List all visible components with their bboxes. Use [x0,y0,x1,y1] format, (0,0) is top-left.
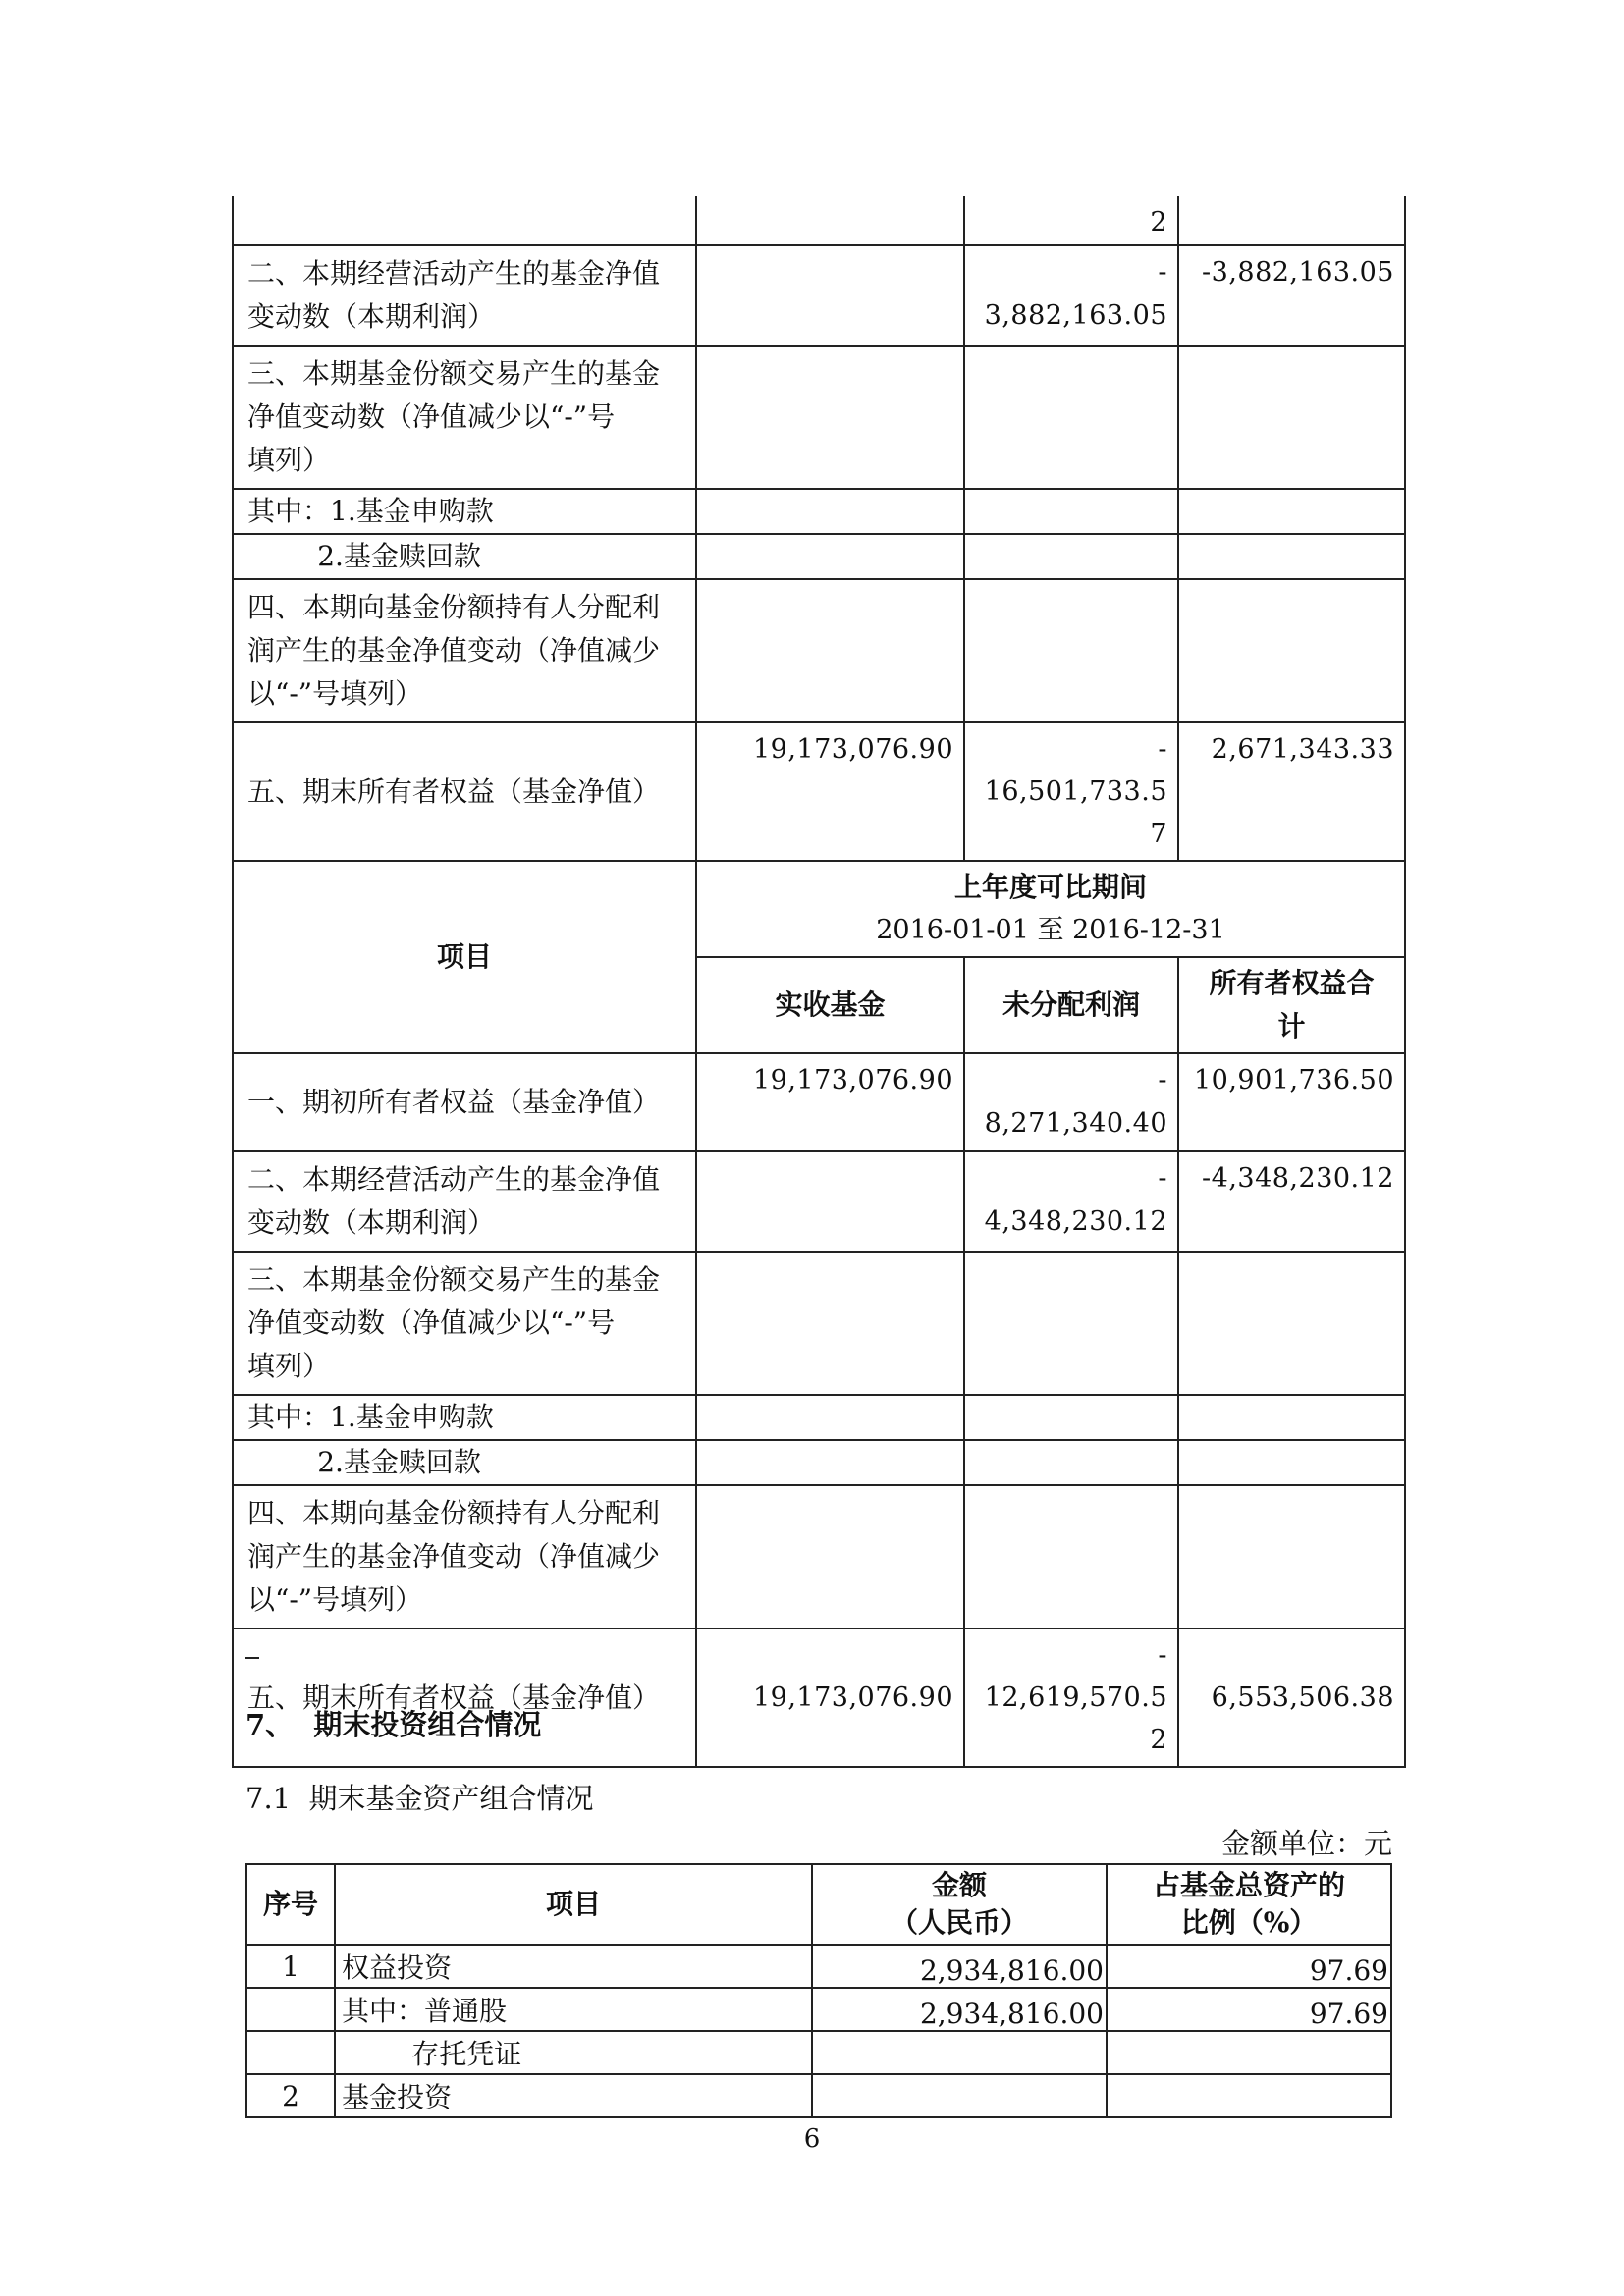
row-label: 五、期末所有者权益（基金净值） [233,722,696,861]
separator-dash [245,1657,259,1659]
table-row [246,2031,1391,2074]
period-title: 上年度可比期间 [953,871,1147,903]
table-cell [1178,196,1405,245]
section-heading: 7、 期末投资组合情况 [245,1708,542,1741]
row-label: 二、本期经营活动产生的基金净值 变动数（本期利润） [233,245,696,346]
table-row [233,534,1405,579]
row-item: 权益投资 [335,1945,812,1988]
table-cell [1178,1440,1405,1485]
row-label: 其中：1.基金申购款 [233,489,696,534]
row-ratio: 97.69 [1107,1945,1391,1988]
table-cell [696,1395,964,1440]
table-row [233,1440,1405,1485]
row-label: 三、本期基金份额交易产生的基金 净值变动数（净值减少以“-”号 填列） [233,1252,696,1395]
table-header-row [233,861,1405,957]
table-cell [964,579,1178,722]
table-row [246,2074,1391,2117]
row-label: 一、期初所有者权益（基金净值） [233,1053,696,1151]
table-header-row [246,1864,1391,1945]
table-cell [696,1151,964,1252]
table-cell [696,534,964,579]
row-label: 三、本期基金份额交易产生的基金 净值变动数（净值减少以“-”号 填列） [233,346,696,489]
row-amount [812,2074,1107,2117]
column-header-item: 项目 [335,1864,812,1945]
period-range: 2016-01-01 至 2016-12-31 [876,915,1225,945]
table-cell: 19,173,076.90 [696,722,964,861]
table-cell: 2 [964,196,1178,245]
table-row [233,489,1405,534]
row-label: 2.基金赎回款 [233,534,696,579]
table-row [246,1988,1391,2031]
page-number: 6 [803,2124,821,2154]
column-header-item: 项目 [233,861,696,1053]
table-cell [964,1485,1178,1629]
table-cell [696,489,964,534]
table-cell [1178,489,1405,534]
row-label: 四、本期向基金份额持有人分配利 润产生的基金净值变动（净值减少 以“-”号填列） [233,1485,696,1629]
asset-portfolio-table [245,1863,1392,2118]
table-cell [1178,1485,1405,1629]
table-row [233,1629,1405,1767]
column-header-amount: 金额 （人民币） [812,1864,1107,1945]
table-row [233,196,1405,245]
table-cell [1178,534,1405,579]
table-cell: - 12,619,570.5 2 [964,1629,1178,1767]
table-cell: - 4,348,230.12 [964,1151,1178,1252]
table-cell: 2,671,343.33 [1178,722,1405,861]
column-header-paid-in: 实收基金 [696,957,964,1053]
row-amount: 2,934,816.00 [812,1945,1107,1988]
row-label: 二、本期经营活动产生的基金净值 变动数（本期利润） [233,1151,696,1252]
table-cell [1178,1252,1405,1395]
table-cell [696,346,964,489]
row-item: 存托凭证 [335,2031,812,2074]
table-cell [1178,346,1405,489]
row-label: 五、期末所有者权益（基金净值） [233,1629,696,1767]
row-number: 2 [246,2074,335,2117]
row-ratio [1107,2074,1391,2117]
table-cell [964,1440,1178,1485]
table-cell: 19,173,076.90 [696,1053,964,1151]
table-row [233,722,1405,861]
column-header-undistributed: 未分配利润 [964,957,1178,1053]
table-row [233,579,1405,722]
table-cell [964,489,1178,534]
table-cell [696,196,964,245]
table-cell: -4,348,230.12 [1178,1151,1405,1252]
row-amount: 2,934,816.00 [812,1988,1107,2031]
row-ratio: 97.69 [1107,1988,1391,2031]
table-cell [696,1485,964,1629]
column-header-no: 序号 [246,1864,335,1945]
table-row [233,346,1405,489]
table-cell [964,346,1178,489]
row-number [246,1988,335,2031]
table-row [233,1395,1405,1440]
row-label: 其中：1.基金申购款 [233,1395,696,1440]
table-cell [1178,1395,1405,1440]
table-cell: - 16,501,733.5 7 [964,722,1178,861]
table-cell: -3,882,163.05 [1178,245,1405,346]
table-row [233,1053,1405,1151]
table-cell [696,579,964,722]
table-cell: - 3,882,163.05 [964,245,1178,346]
table-row [233,245,1405,346]
row-item: 其中：普通股 [335,1988,812,2031]
column-header-ratio: 占基金总资产的 比例（%） [1107,1864,1391,1945]
table-cell [964,1252,1178,1395]
row-item: 基金投资 [335,2074,812,2117]
table-cell: 19,173,076.90 [696,1629,964,1767]
row-label: 四、本期向基金份额持有人分配利 润产生的基金净值变动（净值减少 以“-”号填列） [233,579,696,722]
row-label: 2.基金赎回款 [233,1440,696,1485]
table-row [233,1485,1405,1629]
table-cell [964,1395,1178,1440]
table-cell [696,245,964,346]
owners-equity-change-table [232,196,1406,1768]
row-number: 1 [246,1945,335,1988]
table-cell: 10,901,736.50 [1178,1053,1405,1151]
amount-unit-note: 金额单位：元 [1220,1827,1392,1860]
table-cell [964,534,1178,579]
table-cell: 6,553,506.38 [1178,1629,1405,1767]
table-cell [233,196,696,245]
table-cell [696,1440,964,1485]
table-row [233,1151,1405,1252]
table-cell: - 8,271,340.40 [964,1053,1178,1151]
sub-section-heading: 7.1 期末基金资产组合情况 [245,1782,594,1815]
row-ratio [1107,2031,1391,2074]
table-row [233,1252,1405,1395]
row-amount [812,2031,1107,2074]
row-number [246,2031,335,2074]
column-header-period [696,861,1405,957]
table-cell [1178,579,1405,722]
table-cell [696,1252,964,1395]
table-row [246,1945,1391,1988]
column-header-total: 所有者权益合 计 [1178,957,1405,1053]
